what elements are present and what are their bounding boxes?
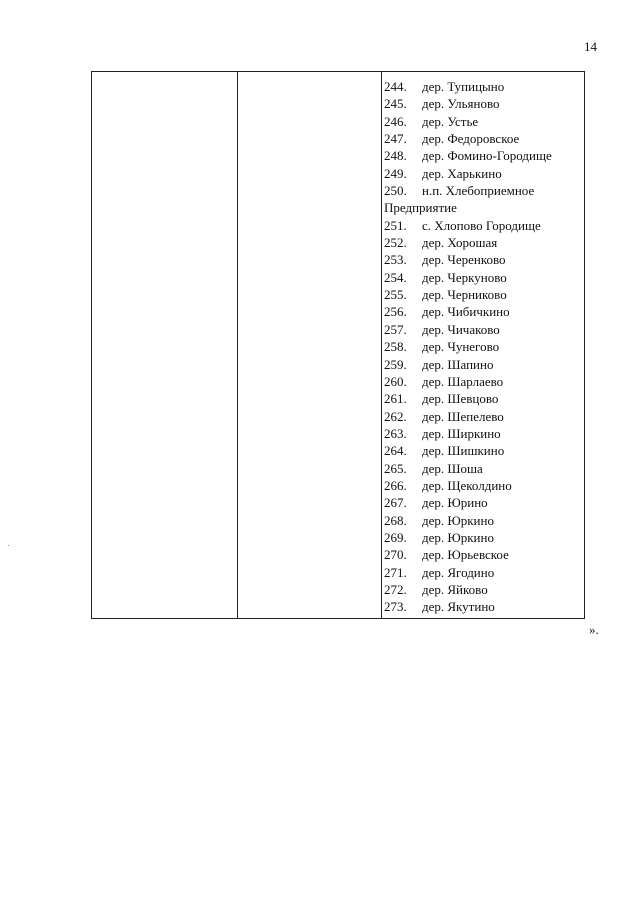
list-item-name: дер. Федоровское	[422, 131, 520, 147]
list-item-number: 272.	[384, 581, 407, 597]
list-item-number: 261.	[384, 391, 407, 407]
list-item	[384, 199, 552, 216]
list-item	[384, 269, 552, 286]
list-item-number: 246.	[384, 113, 407, 129]
list-item-name: с. Хлопово Городище	[422, 217, 541, 233]
list-item	[384, 147, 552, 164]
list-item-number: 248.	[384, 148, 407, 164]
list-item-number: 254.	[384, 269, 407, 285]
list-item-number: 252.	[384, 235, 407, 251]
margin-mark	[8, 545, 9, 546]
closing-quote: ».	[589, 622, 599, 637]
list-item	[384, 373, 552, 390]
list-item	[384, 251, 552, 268]
list-item	[384, 113, 552, 130]
list-item	[384, 78, 552, 95]
list-item-name: дер. Ульяново	[422, 96, 500, 112]
table-column-divider	[381, 72, 382, 618]
list-item-name: дер. Юрьевское	[422, 547, 509, 563]
list-item	[384, 512, 552, 529]
list-item-name: дер. Шоша	[422, 460, 483, 476]
list-item-name: дер. Фомино-Городище	[422, 148, 552, 164]
list-item-number: 263.	[384, 425, 407, 441]
list-item-number: 251.	[384, 217, 407, 233]
list-item-number: 256.	[384, 304, 407, 320]
list-item-name: дер. Чибичкино	[422, 304, 510, 320]
list-item	[384, 477, 552, 494]
list-item	[384, 546, 552, 563]
list-item-number: 270.	[384, 547, 407, 563]
list-item-name: дер. Шевцово	[422, 391, 499, 407]
list-item-name: дер. Черенково	[422, 252, 506, 268]
list-item	[384, 390, 552, 407]
list-item	[384, 408, 552, 425]
list-item	[384, 321, 552, 338]
list-item-name: дер. Шарлаево	[422, 373, 504, 389]
list-item-number: 271.	[384, 564, 407, 580]
list-item	[384, 598, 552, 615]
list-item-name: дер. Шепелево	[422, 408, 504, 424]
list-item-number: 245.	[384, 96, 407, 112]
list-item-name: дер. Чунегово	[422, 339, 500, 355]
list-item	[384, 95, 552, 112]
list-item-name: дер. Хорошая	[422, 235, 498, 251]
list-item-name: дер. Харькино	[422, 165, 502, 181]
table-column-divider	[237, 72, 238, 618]
list-item	[384, 338, 552, 355]
list-item	[384, 356, 552, 373]
list-item	[384, 581, 552, 598]
list-item-number: 257.	[384, 321, 407, 337]
list-item-number: 259.	[384, 356, 407, 372]
list-item	[384, 425, 552, 442]
list-item-number: 255.	[384, 287, 407, 303]
list-item-name: дер. Щеколдино	[422, 477, 512, 493]
list-item-number: 267.	[384, 495, 407, 511]
list-item-name: н.п. Хлебоприемное	[422, 183, 535, 199]
list-item-number: 264.	[384, 443, 407, 459]
list-item	[384, 217, 552, 234]
list-item-number: 266.	[384, 477, 407, 493]
list-item-name: дер. Юрино	[422, 495, 488, 511]
list-item	[384, 494, 552, 511]
list-item-name: дер. Яйково	[422, 581, 488, 597]
list-item-number: 247.	[384, 131, 407, 147]
list-item	[384, 182, 552, 199]
list-item	[384, 130, 552, 147]
list-item-number: 269.	[384, 529, 407, 545]
list-item-number: 260.	[384, 373, 407, 389]
list-item	[384, 460, 552, 477]
list-item-number: 249.	[384, 165, 407, 181]
page-number: 14	[584, 39, 597, 54]
list-item	[384, 165, 552, 182]
list-item-number: 273.	[384, 599, 407, 615]
list-item	[384, 234, 552, 251]
list-item	[384, 529, 552, 546]
list-item-number: 244.	[384, 79, 407, 94]
list-item-name: дер. Тупицыно	[422, 79, 505, 94]
list-item-number: 250.	[384, 183, 407, 199]
settlement-list	[384, 78, 552, 616]
list-item-number: 268.	[384, 512, 407, 528]
list-item	[384, 286, 552, 303]
list-item-number: 253.	[384, 252, 407, 268]
list-item	[384, 442, 552, 459]
list-item	[384, 564, 552, 581]
list-item-name: дер. Якутино	[422, 599, 495, 615]
list-item-name: Предприятие	[384, 200, 457, 216]
list-item-name: дер. Ягодино	[422, 564, 495, 580]
list-item-number: 258.	[384, 339, 407, 355]
list-item-name: дер. Черниково	[422, 287, 507, 303]
list-item-name: дер. Шапино	[422, 356, 494, 372]
list-item-number: 262.	[384, 408, 407, 424]
list-item-name: дер. Ширкино	[422, 425, 501, 441]
list-item-name: дер. Юркино	[422, 529, 494, 545]
list-item-name: дер. Юркино	[422, 512, 494, 528]
list-item-name: дер. Черкуново	[422, 269, 507, 285]
list-item-number: 265.	[384, 460, 407, 476]
list-item	[384, 303, 552, 320]
list-item-name: дер. Устье	[422, 113, 479, 129]
list-item-name: дер. Чичаково	[422, 321, 500, 337]
list-item-name: дер. Шишкино	[422, 443, 505, 459]
